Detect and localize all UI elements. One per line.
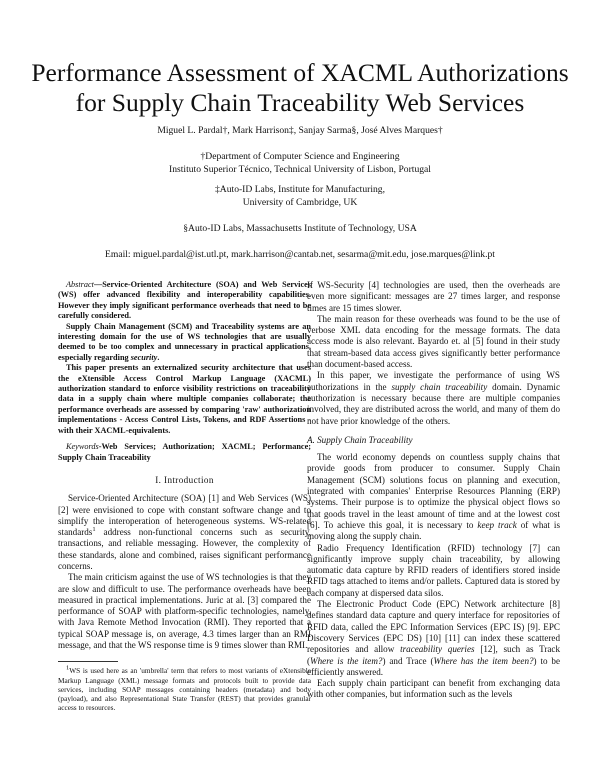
affiliation-3 xyxy=(20,222,580,235)
author-list: Miguel L. Pardal†, Mark Harrison‡, Sanjay Sarma§, José Alves Marques† xyxy=(157,125,443,136)
affiliation-3-line-1: §Auto-ID Labs, Massachusetts Institute of Technology, USA xyxy=(183,223,417,234)
affiliation-1 xyxy=(20,150,580,176)
right-column xyxy=(307,280,560,701)
abstract-paragraph-1: Abstract—Service-Oriented Architecture (SOA) and Web Services (WS) offer advanced flexibility and interoperability capabilities. However they imply significant performance overheads that need to be carefully considered. xyxy=(58,280,311,321)
right-paragraph-4: The world economy depends on countless supply chains that provide goods from producer to consumer. Supply Chain Management (SCM) solutions focus on planning and execution, integrated with companies' Enterprise Resources Planning (ERP) systems. Their purpose is to optimize the physical object flows so that goods travel in the least amount of time and at the lowest cost [6]. To achieve this goal, it is necessary to keep track of what is moving along the supply chain. xyxy=(307,452,560,542)
right-paragraph-2: The main reason for these overheads was found to be the use of verbose XML data encoding for the message formats. The data access mode is also relevant. Bayardo et. al [5] found in their study that stream-based data access gives significantly better performance than document-based access. xyxy=(307,313,560,370)
affiliation-1-line-1: †Department of Computer Science and Engineering xyxy=(200,151,400,162)
footnote: $^1$WS is used here as an 'umbrella' term that refers to most variants of eXtensible Markup Language (XML) message formats and protocols built to provide data services, including SOAP messages containing headers (metadata) and body (payload), and also Representational State Transfer (REST) that provides granular access to resources. xyxy=(58,664,311,713)
footnote-rule xyxy=(58,661,118,662)
right-paragraph-5: Radio Frequency Identification (RFID) technology [7] can significantly improve supply chain traceability, by allowing automatic data capture by RFID readers of identifiers stored inside RFID tags attached to items and/or pallets. Captured data is stored by each company at dispersed data silos. xyxy=(307,542,560,598)
abstract-lead: Abstract xyxy=(66,280,94,289)
keywords-lead: Keywords xyxy=(66,442,99,452)
section-heading-introduction: I. Introduction xyxy=(155,474,214,485)
keywords: Keywords-Web Services; Authorization; XACML; Performance; Supply Chain Traceability xyxy=(58,442,311,462)
title-line-2: for Supply Chain Traceability Web Services xyxy=(75,88,525,117)
left-column xyxy=(58,280,311,712)
abstract xyxy=(58,280,311,463)
right-paragraph-7: Each supply chain participant can benefit from exchanging data with other companies, but information such as the levels xyxy=(307,678,560,700)
subsection-heading-supply-chain: A. Supply Chain Traceability xyxy=(307,434,413,445)
right-paragraph-1: If WS-Security [4] technologies are used, then the overheads are even more significant: messages are 27 times larger, and response times are 15 times slower. xyxy=(307,280,560,313)
affiliation-2-line-1: ‡Auto-ID Labs, Institute for Manufacturing, xyxy=(215,184,385,195)
right-paragraph-6: The Electronic Product Code (EPC) Network architecture [8] defines standard data capture and query interface for repositories of RFID data, called the EPC Information Services (EPC IS) [9]. EPC Discovery Services (EPC DS) [10] [11] can index these scattered repositories and allow traceability queries [12], such as Track (Where is the item?) and Trace (Where has the item been?) to be efficiently answered. xyxy=(307,599,561,677)
right-paragraph-3: In this paper, we investigate the performance of using WS authorizations in the supply chain traceability domain. Dynamic authorization is necessary because there are multiple companies involved, they are distributed across the world, and many of them do not have prior knowledge of the others. xyxy=(307,370,560,426)
affiliation-1-line-2: Instituto Superior Técnico, Technical University of Lisbon, Portugal xyxy=(169,164,431,175)
intro-paragraph-1: Service-Oriented Architecture (SOA) [1] and Web Services (WS) [2] were envisioned to cope with constant software change and to simplify the interoperation of heterogeneous systems. WS-related standards$^1$ address non-functional concerns such as security, transactions, and reliable messaging. However, the complexity of these standards, alone and combined, raises significant performance concerns. xyxy=(58,493,311,571)
paper-title xyxy=(30,58,570,118)
abstract-paragraph-2: Supply Chain Management (SCM) and Traceability systems are an interesting domain for the use of WS technologies that are usually deemed to be too complex and unnecessary in practical applications, especially regarding security. xyxy=(58,321,311,362)
intro-paragraph-2: The main criticism against the use of WS technologies is that they are slow and difficult to use. The performance overheads have been measured in practical implementations. Juric at al. [3] compared the performance of SOAP with platform-specific technologies, namely, with Java Remote Method Invocation (RMI). They reported that a typical SOAP message is, on average, 4.3 times larger than an RMI message, and that the WS response time is 9 times slower than RMI. xyxy=(58,572,311,651)
email-line: Email: miguel.pardal@ist.utl.pt, mark.harrison@cantab.net, sesarma@mit.edu, jose.marques@link.pt xyxy=(105,249,495,260)
affiliation-2 xyxy=(20,183,580,209)
title-line-1: Performance Assessment of XACML Authorizations xyxy=(31,58,569,87)
abstract-paragraph-3: This paper presents an externalized security architecture that uses the eXtensible Access Control Markup Language (XACML) authorization standard to enforce visibility restrictions on traceability data in a supply chain where multiple companies collaborate; the performance overheads are assessed by comparing 'raw' authorization implementations - Access Control Lists, Tokens, and RDF Assertions - with their XACML-equivalents. xyxy=(58,363,311,435)
affiliation-2-line-2: University of Cambridge, UK xyxy=(242,197,358,208)
